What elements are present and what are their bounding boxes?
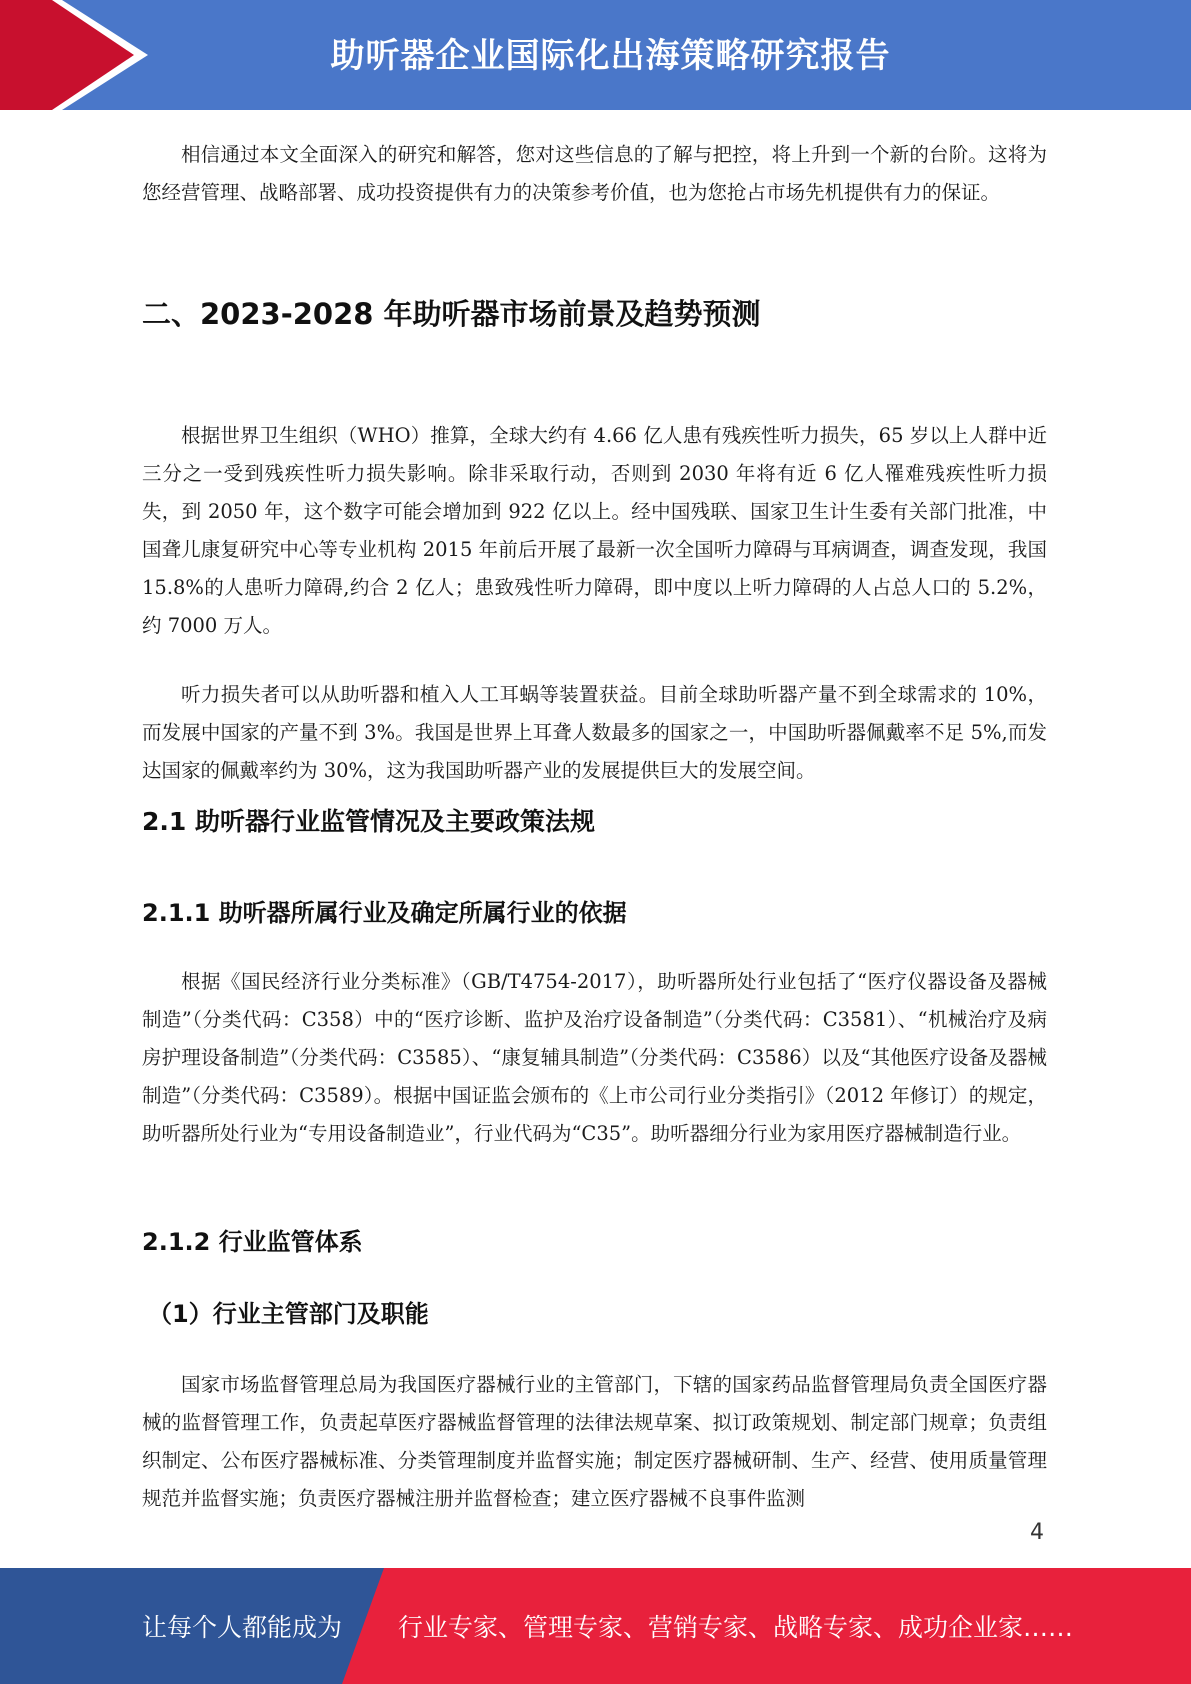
section-2-1-1-heading: 2.1.1 助听器所属行业及确定所属行业的依据 (142, 899, 627, 927)
footer-slogan-right: 行业专家、管理专家、营销专家、战略专家、成功企业家…… (398, 1613, 1074, 1642)
intro-paragraph: 相信通过本文全面深入的研究和解答，您对这些信息的了解与把控，将上升到一个新的台阶。这将为您经营管理、战略部署、成功投资提供有力的决策参考价值，也为您抢占市场先机提供有力的保证。 (142, 143, 1047, 204)
report-title: 助听器企业国际化出海策略研究报告 (330, 36, 891, 76)
section-2-paragraph-1: 根据世界卫生组织（WHO）推算，全球大约有 4.66 亿人患有残疾性听力损失，65 岁以上人群中近三分之一受到残疾性听力损失影响。除非采取行动，否则到 2030 年将有近 6 亿人罹难残疾性听力损失，到 2050 年，这个数字可能会增加到 922 亿以上。经中国残联、国家卫生计生委有关部门批准，中国聋儿康复研究中心等专业机构 2015 年前后开展了最新一次全国听力障碍与耳病调查，调查发现，我国 15.8%的人患听力障碍,约合 2 亿人；患致残性听力障碍，即中度以上听力障碍的人占总人口的 5.2%，约 7000 万人。 (142, 424, 1047, 637)
section-2-1-2-heading: 2.1.2 行业监管体系 (142, 1228, 363, 1256)
section-2-1-heading: 2.1 助听器行业监管情况及主要政策法规 (142, 807, 595, 836)
subsection-1-heading: （1）行业主管部门及职能 (148, 1300, 429, 1328)
header-bar (0, 0, 1191, 110)
footer-slogan-left: 让每个人都能成为 (142, 1613, 343, 1642)
page-number: 4 (1030, 1520, 1044, 1545)
section-2-1-1-paragraph: 根据《国民经济行业分类标准》（GB/T4754-2017），助听器所处行业包括了“医疗仪器设备及器械制造”（分类代码：C358）中的“医疗诊断、监护及治疗设备制造”（分类代码：C3581）、“机械治疗及病房护理设备制造”（分类代码：C3585）、“康复辅具制造”（分类代码：C3586）以及“其他医疗设备及器械制造”（分类代码：C3589）。根据中国证监会颁布的《上市公司行业分类指引》（2012 年修订）的规定，助听器所处行业为“专用设备制造业”，行业代码为“C35”。助听器细分行业为家用医疗器械制造行业。 (142, 970, 1047, 1145)
section-2-heading: 二、2023-2028 年助听器市场前景及趋势预测 (142, 297, 761, 331)
footer-banner (0, 1568, 1191, 1684)
section-2-paragraph-2: 听力损失者可以从助听器和植入人工耳蜗等装置获益。目前全球助听器产量不到全球需求的 10%，而发展中国家的产量不到 3%。我国是世界上耳聋人数最多的国家之一，中国助听器佩戴率不足 5%,而发达国家的佩戴率约为 30%，这为我国助听器产业的发展提供巨大的发展空间。 (142, 683, 1047, 782)
subsection-1-paragraph: 国家市场监督管理总局为我国医疗器械行业的主管部门，下辖的国家药品监督管理局负责全国医疗器械的监督管理工作，负责起草医疗器械监督管理的法律法规草案、拟订政策规划、制定部门规章；负责组织制定、公布医疗器械标准、分类管理制度并监督实施；制定医疗器械研制、生产、经营、使用质量管理规范并监督实施；负责医疗器械注册并监督检查；建立医疗器械不良事件监测 (142, 1373, 1047, 1510)
